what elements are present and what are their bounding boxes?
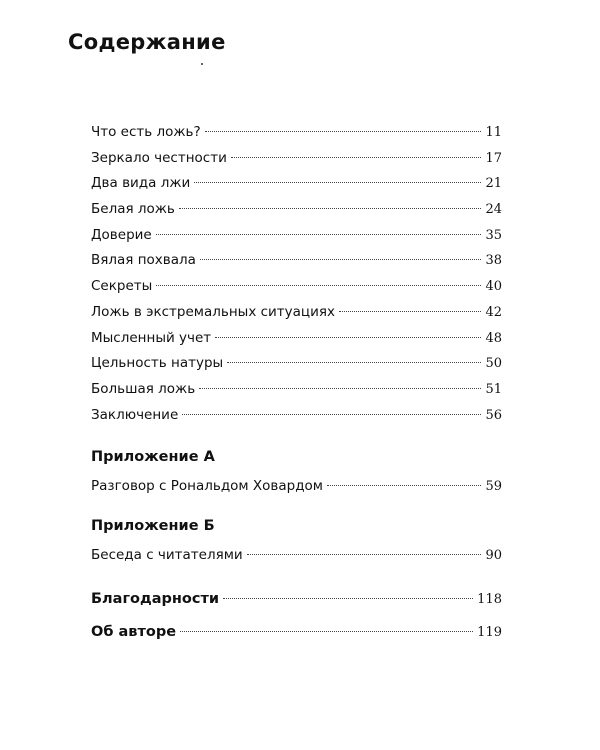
toc-entry-title: Вялая похвала <box>91 252 196 269</box>
toc-entry <box>91 587 502 613</box>
toc-entry-page: 56 <box>485 407 502 423</box>
toc-entry <box>91 274 502 300</box>
toc-entry <box>91 326 502 352</box>
toc-entry-title: Секреты <box>91 278 153 295</box>
dot-leader <box>182 414 481 415</box>
dot-leader <box>156 285 481 286</box>
toc-entry <box>91 248 502 274</box>
toc-entry-page: 35 <box>485 227 502 243</box>
toc-entry <box>91 120 502 146</box>
toc-entry <box>91 377 502 403</box>
toc-entry-page: 51 <box>485 381 502 397</box>
toc-entry-title: Заключение <box>91 406 179 423</box>
toc-entry-title: Два вида лжи <box>91 175 191 192</box>
dot-leader <box>156 234 482 235</box>
dot-leader <box>231 157 482 158</box>
dot-leader <box>199 388 481 389</box>
about-author-entry-block <box>91 620 502 646</box>
page-title: Содержание <box>68 30 226 54</box>
dot-leader <box>227 362 481 363</box>
toc-entry-title: Ложь в экстремальных ситуациях <box>91 303 335 320</box>
chapter-list <box>91 120 502 428</box>
toc-entry-page: 118 <box>477 592 502 607</box>
toc-entry <box>91 300 502 326</box>
toc-entry-page: 48 <box>485 330 502 346</box>
toc-entry-page: 21 <box>485 176 502 192</box>
dot-leader <box>180 631 473 632</box>
toc-entry-title: Доверие <box>91 226 152 243</box>
toc-entry-title: Цельность натуры <box>91 355 224 372</box>
ink-speck <box>201 63 203 65</box>
toc-entry-page: 119 <box>477 625 502 640</box>
toc-entry-page: 11 <box>485 125 502 140</box>
toc-entry-page: 59 <box>485 479 502 494</box>
appendix-b-list <box>91 543 502 569</box>
dot-leader <box>200 259 482 260</box>
toc-entry <box>91 171 502 197</box>
dot-leader <box>223 598 473 599</box>
dot-leader <box>215 337 481 338</box>
toc-entry-page: 50 <box>485 356 502 372</box>
toc-entry-title: Белая ложь <box>91 201 175 218</box>
toc-entry-page: 40 <box>485 279 502 295</box>
dot-leader <box>327 485 481 486</box>
dot-leader <box>339 311 481 312</box>
toc-entry <box>91 620 502 646</box>
toc-entry-title: Об авторе <box>91 624 177 640</box>
toc-entry-page: 90 <box>485 548 502 563</box>
toc-entry-page: 38 <box>485 253 502 269</box>
dot-leader <box>247 554 482 555</box>
toc-entry-title: Большая ложь <box>91 380 196 397</box>
toc-entry <box>91 351 502 377</box>
toc-entry <box>91 474 502 500</box>
toc-entry <box>91 543 502 569</box>
toc-entry <box>91 223 502 249</box>
appendix-a-heading: Приложение А <box>91 449 215 465</box>
toc-entry <box>91 197 502 223</box>
toc-entry-page: 42 <box>485 304 502 320</box>
appendix-b-heading: Приложение Б <box>91 518 215 534</box>
toc-entry-title: Что есть ложь? <box>91 124 201 140</box>
dot-leader <box>205 131 482 132</box>
toc-entry-title: Зеркало честности <box>91 149 227 166</box>
dot-leader <box>179 208 482 209</box>
acknowledgements-entry-block <box>91 587 502 613</box>
toc-entry-page: 24 <box>485 202 502 218</box>
dot-leader <box>194 182 481 183</box>
toc-entry-title: Беседа с читателями <box>91 547 243 563</box>
toc-entry-title: Разговор с Рональдом Ховардом <box>91 478 323 494</box>
appendix-a-list <box>91 474 502 500</box>
toc-entry-page: 17 <box>485 150 502 166</box>
toc-entry <box>91 403 502 429</box>
toc-entry <box>91 146 502 172</box>
toc-entry-title: Благодарности <box>91 591 220 607</box>
toc-entry-title: Мысленный учет <box>91 329 212 346</box>
